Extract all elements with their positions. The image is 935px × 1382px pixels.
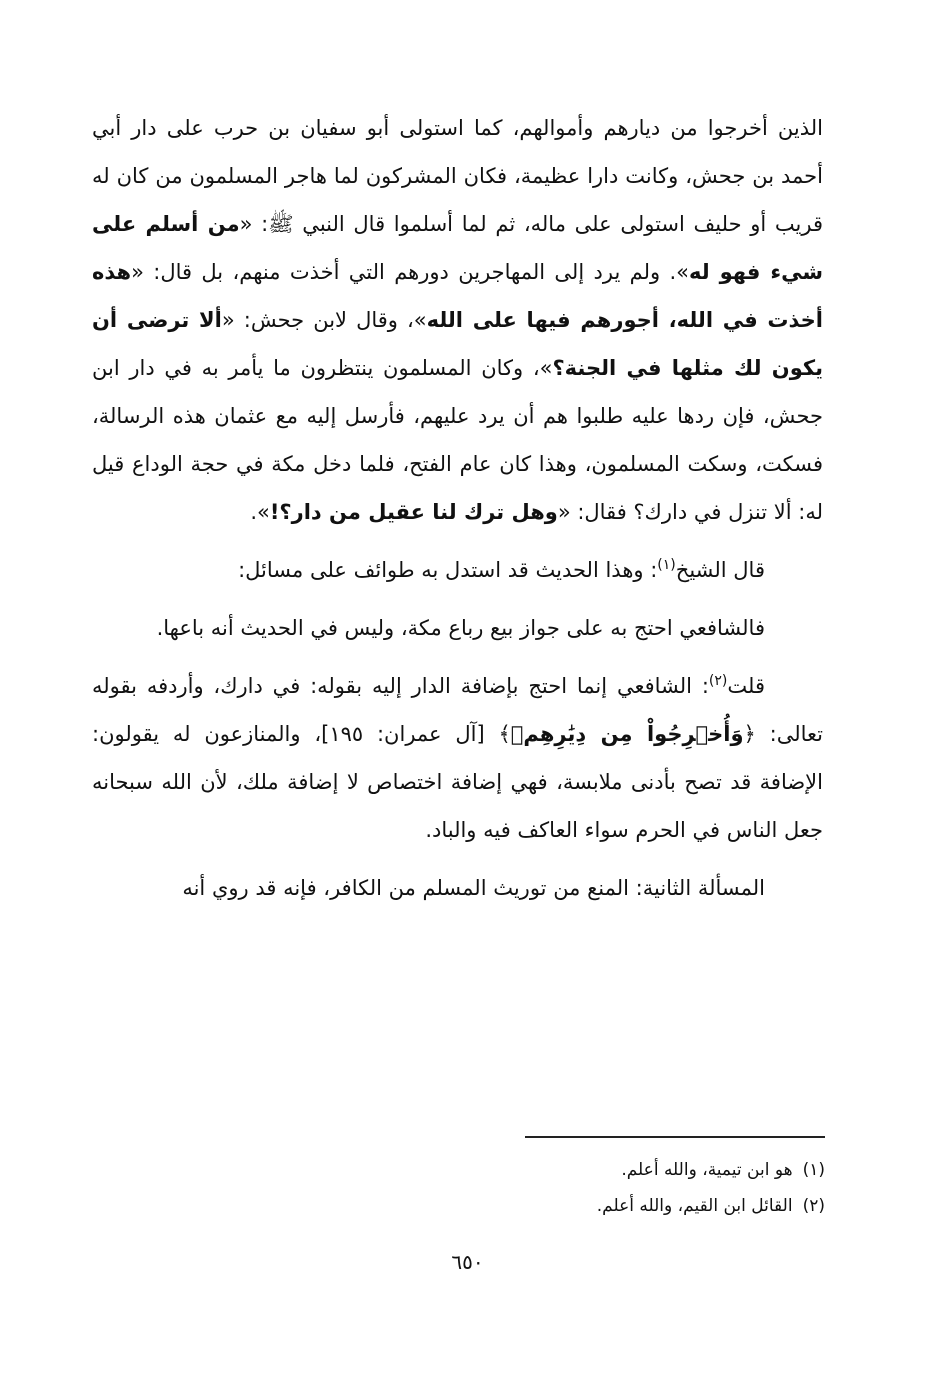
text-run: الذين أخرجوا من ديارهم وأموالهم، كما استولى أبو سفيان بن حرب على دار أبي أحمد بن جحش، وكانت دارا عظيمة، فكان المشركون لما هاجر المسلمون من كان له قريب أو حليف استولى على ماله، ثم لما أسلموا قال النبي ﷺ: « [92, 116, 824, 236]
hadith-quote: وهل ترك لنا عقيل من دار؟! [269, 500, 558, 524]
text-run: »، وقال لابن جحش: « [221, 308, 427, 332]
hadith-quote: هذه أخذت في الله، أجورهم فيها على الله [92, 260, 823, 332]
paragraph-5: المسألة الثانية: المنع من توريث المسلم من الكافر، فإنه قد روي أنه [182, 876, 765, 900]
text-run: : الشافعي إنما احتج بإضافة الدار إليه بقوله: في دارك، وأردفه بقوله تعالى: ﴿ [92, 674, 823, 746]
text-run: ». [250, 500, 270, 524]
paragraph-4 [92, 662, 823, 854]
footnote-number: (١) [802, 1160, 825, 1180]
text-run: قال الشيخ [675, 558, 765, 582]
footnote-2 [525, 1188, 825, 1224]
page-number: ٦٥٠ [451, 1250, 484, 1274]
footnotes [525, 1136, 825, 1224]
text-run: ». ولم يرد إلى المهاجرين دورهم التي أخذت منهم، بل قال: « [131, 260, 690, 284]
footnote-number: (٢) [802, 1196, 825, 1216]
paragraph-2 [92, 546, 823, 594]
text-run: ﴾ [آل عمران: ١٩٥]، والمنازعون له يقولون: الإضافة قد تصح بأدنى ملابسة، فهي إضافة اختصاص لا إضافة ملك، لأن الله سبحانه جعل الناس في الحرم سواء العاكف فيه والباد. [92, 722, 823, 842]
footnote-1 [525, 1152, 825, 1188]
paragraph-1 [92, 104, 823, 536]
footnote-ref: (٢) [708, 673, 728, 689]
hadith-quote: من أسلم على شيء فهو له [92, 212, 824, 284]
quran-verse: وَأُخۡرِجُواْ مِن دِيَٰرِهِمۡ [510, 722, 744, 746]
footnote-ref: (١) [657, 557, 676, 573]
text-run: »، وكان المسلمون ينتظرون ما يأمر به في دار ابن جحش، فإن ردها عليه طلبوا هم أن يرد عليهم، فأرسل إليه مع عثمان هذه الرسالة، فسكت، وسكت المسلمون، وهذا كان عام الفتح، فلما دخل مكة في حجة الوداع قيل له: ألا تنزل في دارك؟ فقال: « [92, 356, 823, 524]
text-run: : وهذا الحديث قد استدل به طوائف على مسائل: [238, 558, 658, 582]
hadith-quote: ألا ترضى أن يكون لك مثلها في الجنة؟ [92, 308, 823, 380]
paragraph-3: فالشافعي احتج به على جواز بيع رباع مكة، وليس في الحديث أنه باعها. [156, 616, 765, 640]
footnote-divider [525, 1136, 825, 1138]
text-run: قلت [727, 674, 765, 698]
footnote-text: القائل ابن القيم، والله أعلم. [596, 1196, 793, 1216]
footnote-text: هو ابن تيمية، والله أعلم. [621, 1160, 793, 1180]
